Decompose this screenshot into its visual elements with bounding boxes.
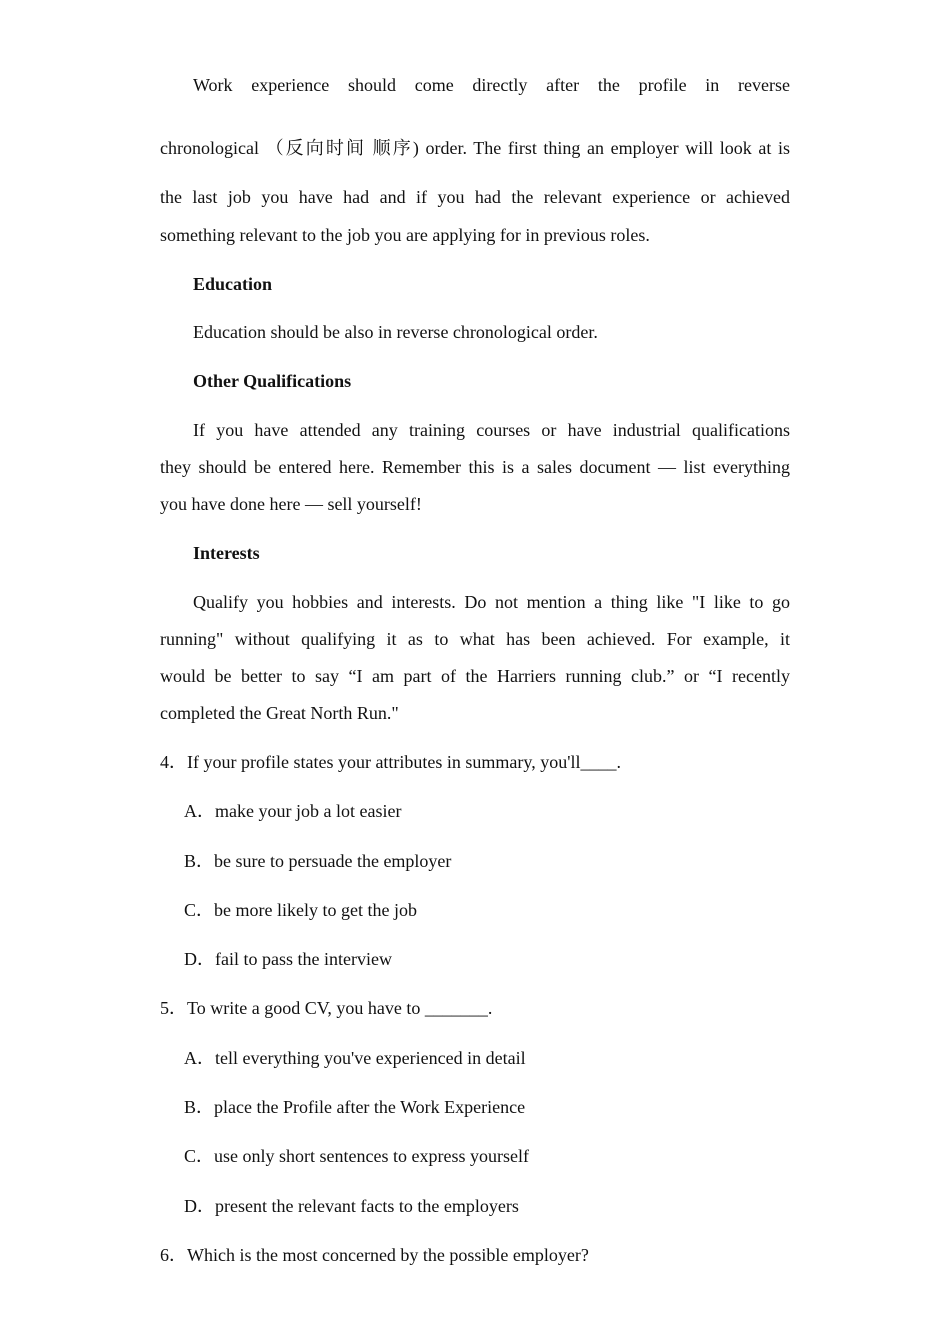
paragraph-line: Education should be also in reverse chronological order. — [193, 322, 598, 342]
paragraph-line: Qualify you hobbies and interests. Do not mention a thing like "I like to go — [193, 592, 790, 612]
paragraph-line: something relevant to the job you are applying for in previous roles. — [160, 225, 650, 245]
question-4-option-d: D．fail to pass the interview — [184, 949, 392, 969]
question-4-stem: 4．If your profile states your attributes in summary, you'll____. — [160, 752, 621, 772]
section-heading-education: Education — [193, 274, 273, 294]
paragraph-line: completed the Great North Run." — [160, 703, 399, 723]
question-4-option-c: C．be more likely to get the job — [184, 900, 417, 920]
paragraph-line: Work experience should come directly after the profile in reverse — [193, 75, 790, 95]
question-4-option-a: A．make your job a lot easier — [184, 801, 402, 821]
question-5-option-b: B．place the Profile after the Work Experience — [184, 1097, 526, 1117]
question-5-stem: 5．To write a good CV, you have to _______. — [160, 998, 493, 1018]
question-6-stem: 6．Which is the most concerned by the possible employer? — [160, 1245, 589, 1265]
paragraph-line: they should be entered here. Remember this is a sales document — list everything — [160, 457, 790, 477]
paragraph-line: the last job you have had and if you had the relevant experience or achieved — [160, 187, 790, 207]
question-5-option-a: A．tell everything you've experienced in detail — [184, 1048, 526, 1068]
question-5-option-d: D．present the relevant facts to the employers — [184, 1196, 519, 1216]
paragraph-line: If you have attended any training courses or have industrial qualifications — [193, 420, 790, 440]
paragraph-line: would be better to say “I am part of the Harriers running club.” or “I recently — [160, 666, 790, 686]
paragraph-line: running" without qualifying it as to what has been achieved. For example, it — [160, 629, 790, 649]
question-4-option-b: B．be sure to persuade the employer — [184, 851, 452, 871]
question-5-option-c: C．use only short sentences to express yourself — [184, 1146, 529, 1166]
paragraph-line: you have done here — sell yourself! — [160, 494, 422, 514]
section-heading-other-qualifications: Other Qualifications — [193, 371, 352, 391]
section-heading-interests: Interests — [193, 543, 260, 563]
paragraph-line: chronological （反向时间 顺序) order. The first thing an employer will look at is — [160, 138, 790, 158]
